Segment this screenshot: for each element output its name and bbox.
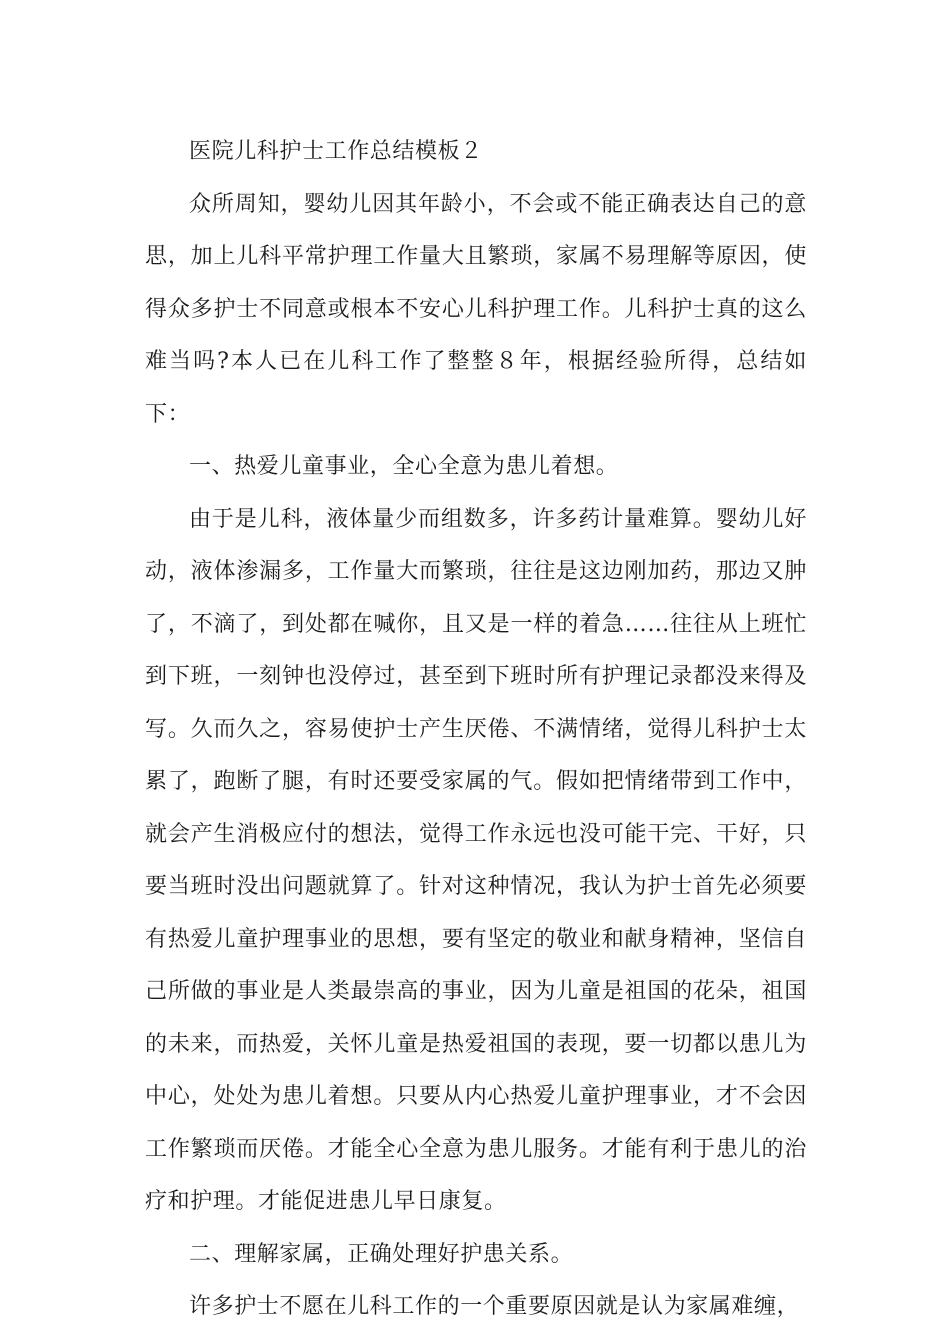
section-heading-1: 一、热爱儿童事业，全心全意为患儿着想。 [189,454,619,479]
intro-paragraph: 众所周知，婴幼儿因其年龄小，不会或不能正确表达自己的意思，加上儿科平常护理工作量大且繁琐，家属不易理解等原因，使得众多护士不同意或根本不安心儿科护理工作。儿科护士真的这么难当吗?本人已在儿科工作了整整８年，根据经验所得，总结如下： [145,191,807,427]
section-2-paragraph: 许多护士不愿在儿科工作的一个重要原因就是认为家属难缠， [189,1294,800,1319]
document-body [145,126,807,1334]
document-title: 医院儿科护士工作总结模板２ [189,139,483,164]
section-1-paragraph: 由于是儿科，液体量少而组数多，许多药计量难算。婴幼儿好动，液体渗漏多，工作量大而繁琐，往往是这边刚加药，那边又肿了，不滴了，到处都在喊你，且又是一样的着急……往往从上班忙到下班，一刻钟也没停过，甚至到下班时所有护理记录都没来得及写。久而久之，容易使护士产生厌倦、不满情绪，觉得儿科护士太累了，跑断了腿，有时还要受家属的气。假如把情绪带到工作中，就会产生消极应付的想法，觉得工作永远也没可能干完、干好，只要当班时没出问题就算了。针对这种情况，我认为护士首先必须要有热爱儿童护理事业的思想，要有坚定的敬业和献身精神，坚信自己所做的事业是人类最崇高的事业，因为儿童是祖国的花朵，祖国的未来，而热爱，关怀儿童是热爱祖国的表现，要一切都以患儿为中心，处处为患儿着想。只要从内心热爱儿童护理事业，才不会因工作繁琐而厌倦。才能全心全意为患儿服务。才能有利于患儿的治疗和护理。才能促进患儿早日康复。 [145,506,807,1214]
section-heading-2: 二、理解家属，正确处理好护患关系。 [189,1241,574,1267]
